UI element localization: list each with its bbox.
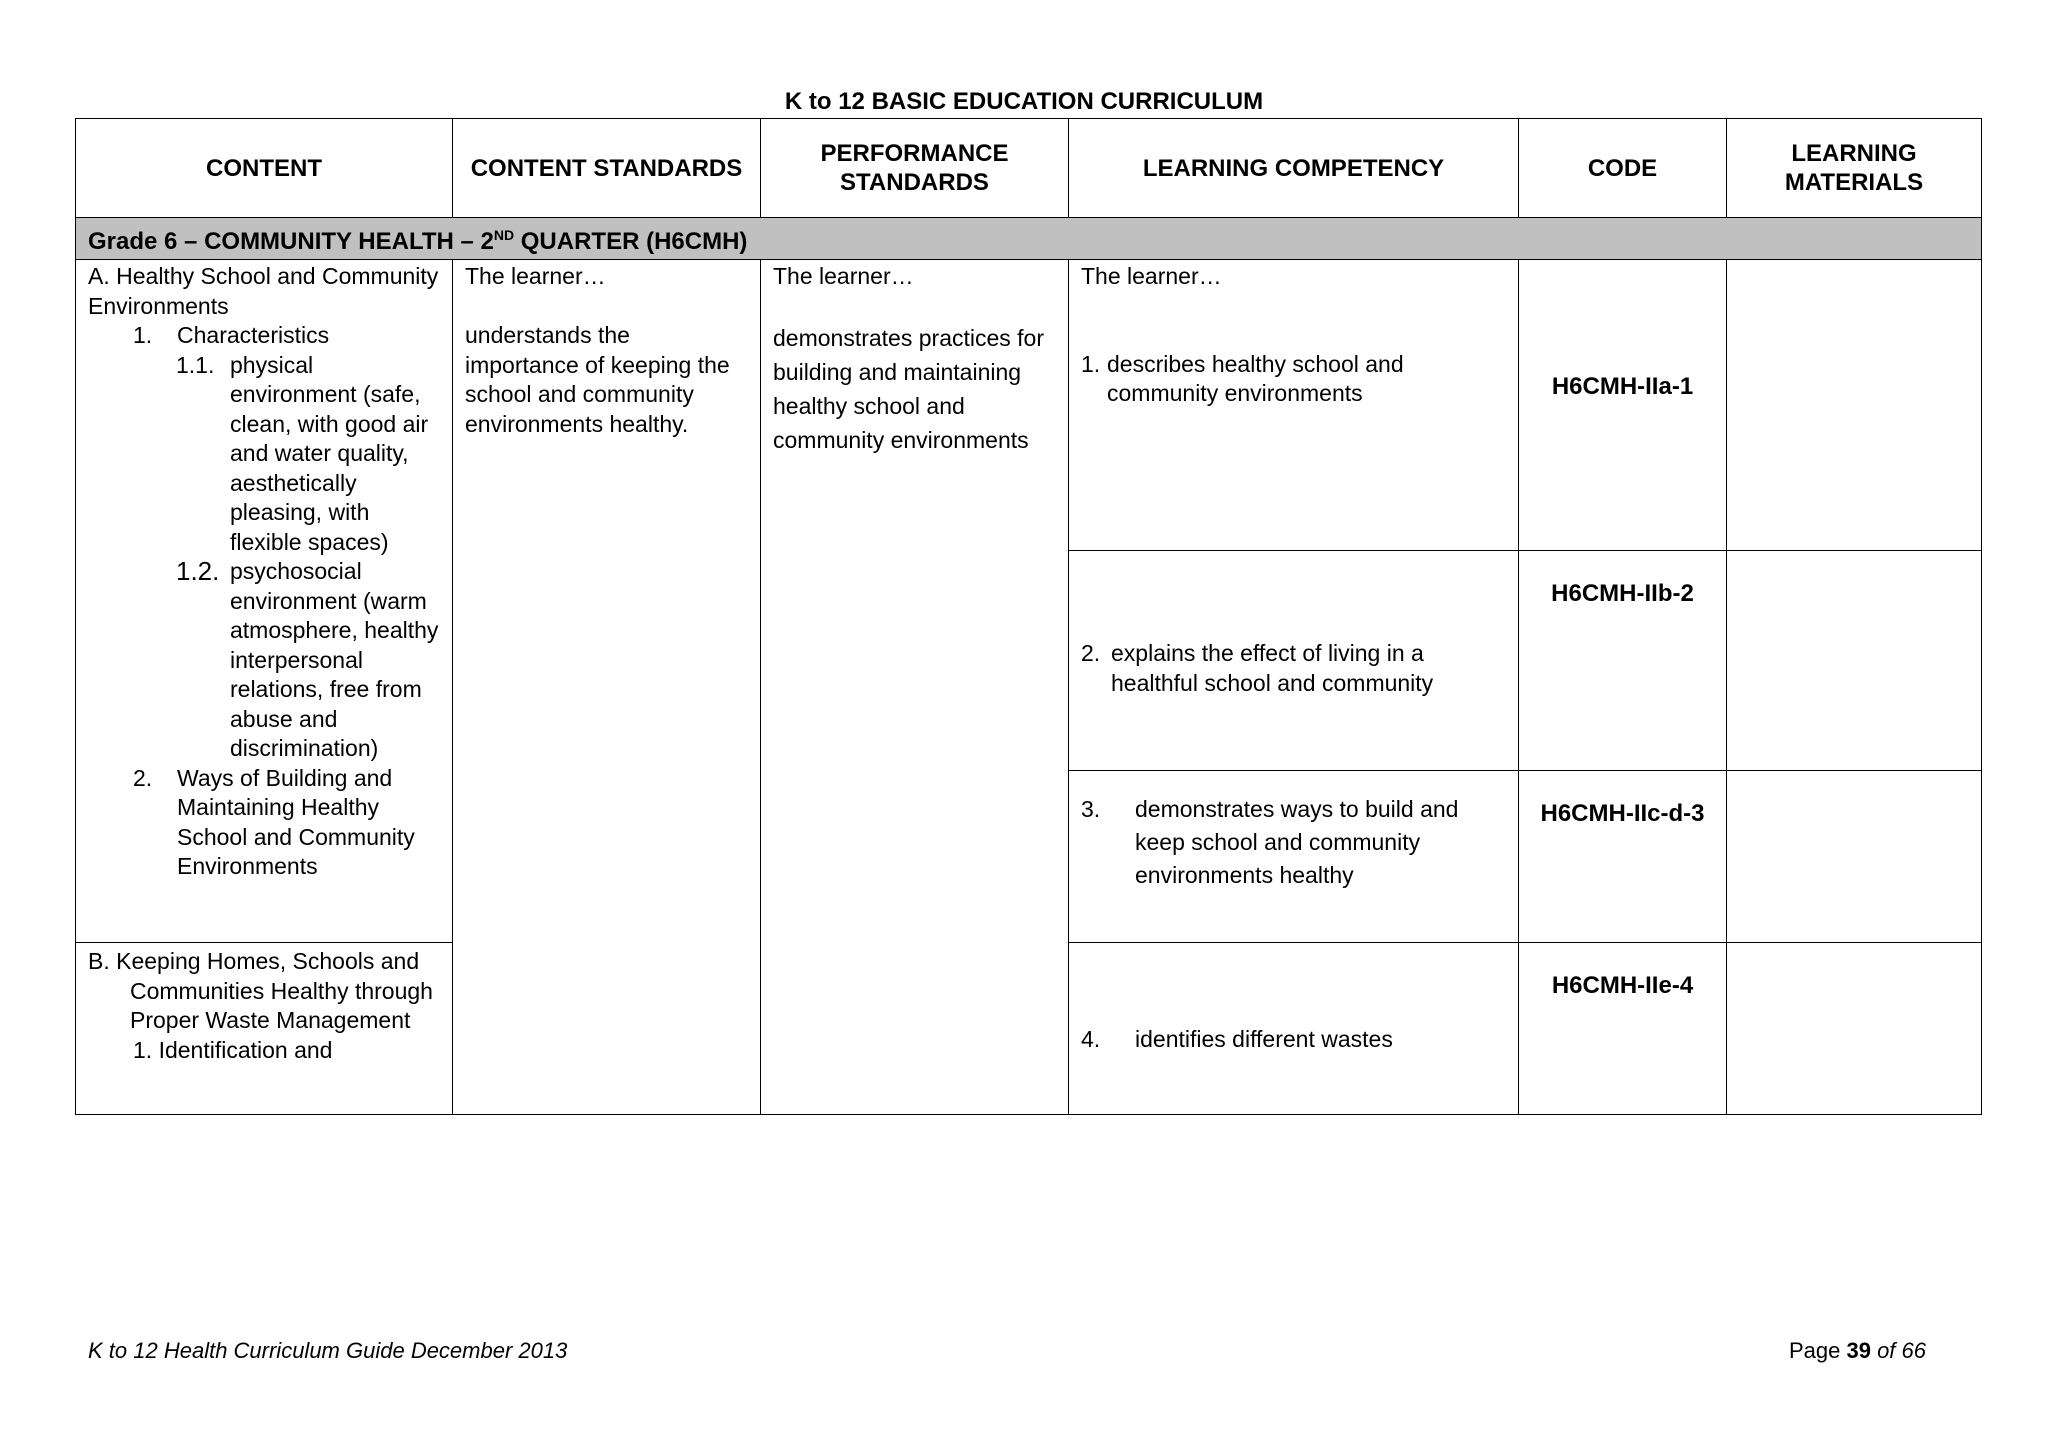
header-content-standards: CONTENT STANDARDS [453, 119, 761, 218]
performance-standards-lead: The learner… [773, 263, 914, 289]
competency-item-4-text: identifies different wastes [1135, 1026, 1393, 1052]
performance-standards-text: demonstrates practices for building and maintaining healthy school and community environments [773, 325, 1045, 453]
competency-item-2 [1081, 639, 1506, 698]
content-a-title: A. Healthy School and Community Environments [88, 263, 439, 319]
curriculum-table [75, 118, 1982, 1115]
content-a-item1-text: Characteristics [177, 322, 330, 348]
content-a-item2-text: Ways of Building and Maintaining Healthy School and Community Environments [177, 764, 415, 879]
competency-lead: The learner… [1081, 263, 1222, 289]
quarter-row [76, 218, 1982, 260]
content-a-cell [76, 260, 453, 943]
materials-cell-2 [1727, 551, 1982, 771]
content-b-item1: 1. Identification and [133, 1036, 333, 1063]
content-b-title: B. Keeping Homes, Schools and Communities Healthy through Proper Waste Management [88, 948, 433, 1033]
performance-standards-cell [761, 260, 1069, 1115]
competency-item-2-text: explains the effect of living in a healthful school and community [1111, 640, 1434, 696]
competency-cell-1 [1069, 260, 1519, 551]
header-row [76, 119, 1982, 218]
footer-page-number [1789, 1338, 1926, 1364]
footer-page-of: of 66 [1877, 1338, 1926, 1363]
content-a-item2 [88, 764, 440, 882]
header-code: CODE [1519, 119, 1727, 218]
quarter-sup: ND [493, 227, 515, 243]
footer-page-label: Page [1788, 1338, 1841, 1363]
content-a-item1-num: 1. [133, 322, 153, 348]
competency-cell-3 [1069, 771, 1519, 943]
document-title: K to 12 BASIC EDUCATION CURRICULUM [784, 88, 1264, 115]
content-b-cell [76, 943, 453, 1115]
quarter-heading [76, 218, 1982, 260]
materials-cell-4 [1727, 943, 1982, 1115]
content-a-item12 [88, 557, 440, 764]
code-cell-3: H6CMH-IIc-d-3 [1519, 771, 1727, 943]
content-a-item2-num: 2. [133, 764, 153, 791]
materials-cell-1 [1727, 260, 1982, 551]
competency-item-3 [1081, 793, 1506, 892]
table-row [76, 260, 1982, 551]
materials-cell-3 [1727, 771, 1982, 943]
content-standards-text: understands the importance of keeping the school and community environments healthy. [465, 322, 730, 437]
content-a-item11 [88, 351, 440, 558]
competency-item-1-num: 1. [1081, 350, 1101, 377]
header-content: CONTENT [76, 119, 453, 218]
content-a-item11-text: physical environment (safe, clean, with good air and water quality, aesthetically pleasing, with flexible spaces) [230, 351, 429, 555]
content-a-item11-num: 1.1. [176, 351, 215, 378]
competency-item-1 [1081, 350, 1506, 409]
content-standards-lead: The learner… [465, 263, 606, 289]
competency-item-1-text: describes healthy school and community environments [1107, 350, 1404, 406]
header-performance-standards: PERFORMANCE STANDARDS [761, 119, 1069, 218]
code-cell-4: H6CMH-IIe-4 [1519, 943, 1727, 1115]
competency-cell-4 [1069, 943, 1519, 1115]
quarter-suffix: QUARTER (H6CMH) [514, 228, 748, 255]
quarter-prefix: Grade 6 – COMMUNITY HEALTH – 2 [88, 228, 494, 255]
content-a-item1 [88, 321, 440, 351]
competency-item-2-num: 2. [1081, 640, 1101, 666]
competency-cell-2 [1069, 551, 1519, 771]
header-learning-competency: LEARNING COMPETENCY [1069, 119, 1519, 218]
competency-item-3-text: demonstrates ways to build and keep school and community environments healthy [1135, 796, 1459, 888]
footer-guide-title: K to 12 Health Curriculum Guide December 2013 [88, 1338, 568, 1363]
competency-item-3-num: 3. [1081, 796, 1101, 822]
content-a-item12-num: 1.2. [176, 556, 220, 586]
header-learning-materials: LEARNING MATERIALS [1727, 119, 1982, 218]
footer-page-num: 39 [1846, 1338, 1871, 1363]
competency-item-4 [1081, 1025, 1506, 1055]
code-cell-2: H6CMH-IIb-2 [1519, 551, 1727, 771]
competency-item-4-num: 4. [1081, 1026, 1101, 1052]
content-a-item12-text: psychosocial environment (warm atmosphere, healthy interpersonal relations, free from abuse and discrimination) [230, 558, 439, 761]
content-standards-cell [453, 260, 761, 1115]
code-cell-1: H6CMH-IIa-1 [1519, 260, 1727, 551]
